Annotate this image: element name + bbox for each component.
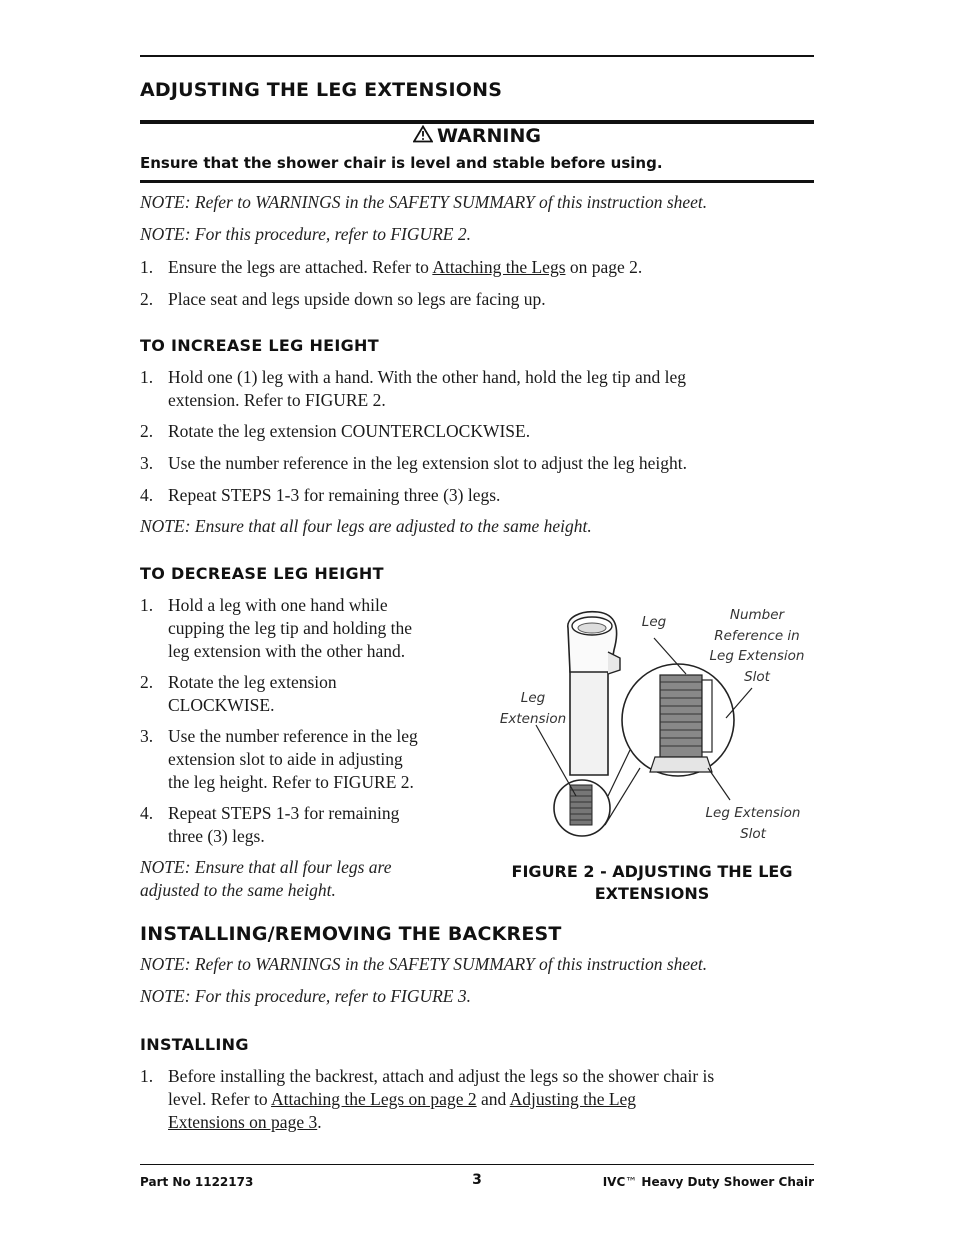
link-attaching-the-legs[interactable]: Attaching the Legs [432, 257, 566, 277]
step-ensure-legs-attached [168, 256, 642, 279]
label-line: Leg [520, 690, 546, 706]
installing-step-1 [168, 1065, 714, 1134]
step-line: Hold a leg with one hand while [168, 595, 388, 615]
subsection-title-installing: INSTALLING [140, 1035, 249, 1054]
decrease-step-1 [168, 594, 412, 663]
step-number: 4. [140, 485, 154, 505]
figure-label-leg-extension-slot [700, 803, 806, 844]
step-line: Repeat STEPS 1-3 for remaining [168, 803, 400, 823]
step-text: and [476, 1089, 510, 1109]
figure-label-number-reference [700, 605, 814, 687]
step-line: Before installing the backrest, attach and adjust the legs so the shower chair is [168, 1066, 715, 1086]
step-line: Hold one (1) leg with a hand. With the other hand, hold the leg tip and leg [168, 367, 687, 387]
decrease-step-4 [168, 802, 399, 848]
warning-title: WARNING [437, 125, 541, 147]
footer-trademark: ™ [625, 1175, 638, 1189]
step-text: on page 2. [565, 257, 643, 277]
note-backrest-safety-summary: NOTE: Refer to WARNINGS in the SAFETY SUMMARY of this instruction sheet. [140, 954, 708, 974]
step-line [168, 1111, 714, 1134]
increase-step-3: Use the number reference in the leg extension slot to adjust the leg height. [168, 453, 688, 473]
warning-top-rule [140, 120, 814, 124]
increase-step-1 [168, 366, 686, 412]
step-number: 1. [140, 367, 154, 387]
figure-label-leg-extension [496, 688, 570, 729]
warning-bottom-rule [140, 180, 814, 183]
step-number: 4. [140, 803, 154, 823]
caption-line: EXTENSIONS [594, 884, 710, 903]
step-line: CLOCKWISE. [168, 695, 275, 715]
step-text: level. Refer to [168, 1089, 272, 1109]
increase-step-4: Repeat STEPS 1-3 for remaining three (3) legs. [168, 485, 501, 505]
step-line: extension slot to aide in adjusting [168, 749, 403, 769]
label-line: Number [729, 607, 785, 623]
label-line: Reference in [714, 627, 800, 644]
label-line: Leg Extension [705, 805, 801, 821]
footer-part-number: Part No 1122173 [140, 1175, 254, 1189]
footer-product: Heavy Duty Shower Chair [637, 1175, 814, 1189]
label-line: Slot [740, 825, 766, 842]
footer-product-name [603, 1175, 814, 1189]
step-number: 2. [140, 289, 154, 309]
label-line: Leg Extension [709, 648, 805, 664]
label-line: Slot [744, 668, 770, 685]
step-line: three (3) legs. [168, 826, 265, 846]
step-line [168, 1088, 714, 1111]
link-adjusting-the-leg-extensions[interactable]: Adjusting the Leg [509, 1089, 637, 1109]
step-number: 3. [140, 453, 154, 473]
step-number: 1. [140, 595, 154, 615]
note-decrease-same-height [140, 856, 391, 902]
figure-label-leg: Leg [641, 614, 667, 630]
step-line: Use the number reference in the leg [168, 726, 418, 746]
step-line: the leg height. Refer to FIGURE 2. [168, 772, 414, 792]
decrease-step-3 [168, 725, 418, 794]
note-increase-same-height: NOTE: Ensure that all four legs are adjusted to the same height. [140, 516, 592, 536]
step-line: extension. Refer to FIGURE 2. [168, 390, 386, 410]
step-number: 1. [140, 1066, 154, 1086]
step-line: Rotate the leg extension [168, 672, 337, 692]
label-line: Extension [499, 710, 567, 727]
warning-text: Ensure that the shower chair is level and stable before using. [140, 154, 663, 172]
step-line: cupping the leg tip and holding the [168, 618, 412, 638]
subsection-title-decrease: TO DECREASE LEG HEIGHT [140, 564, 384, 583]
step-place-seat-upside-down: Place seat and legs upside down so legs are facing up. [168, 289, 546, 309]
section-title-backrest: INSTALLING/REMOVING THE BACKREST [140, 923, 562, 945]
subsection-title-increase: TO INCREASE LEG HEIGHT [140, 336, 379, 355]
note-refer-figure-2: NOTE: For this procedure, refer to FIGURE 2. [140, 224, 471, 244]
caption-line: FIGURE 2 - ADJUSTING THE LEG [511, 862, 793, 881]
step-number: 1. [140, 257, 154, 277]
footer-page-number: 3 [472, 1172, 482, 1188]
note-line: adjusted to the same height. [140, 880, 336, 900]
step-number: 2. [140, 421, 154, 441]
figure-2-caption [492, 861, 812, 905]
note-line: NOTE: Ensure that all four legs are [140, 857, 392, 877]
footer-brand: IVC [602, 1175, 626, 1189]
step-number: 2. [140, 672, 154, 692]
step-number: 3. [140, 726, 154, 746]
step-line: leg extension with the other hand. [168, 641, 406, 661]
link-attaching-the-legs-page-2[interactable]: Attaching the Legs on page 2 [271, 1089, 477, 1109]
warning-triangle-icon [413, 125, 433, 143]
section-title-leg-extensions: ADJUSTING THE LEG EXTENSIONS [140, 79, 503, 101]
warning-heading [140, 125, 814, 147]
note-refer-figure-3: NOTE: For this procedure, refer to FIGURE 3. [140, 986, 471, 1006]
top-rule [140, 55, 814, 57]
step-text: . [317, 1112, 322, 1132]
link-adjusting-the-leg-extensions-cont[interactable]: Extensions on page 3 [168, 1112, 318, 1132]
increase-step-2: Rotate the leg extension COUNTERCLOCKWISE. [168, 421, 531, 441]
step-text: Ensure the legs are attached. Refer to [168, 257, 433, 277]
decrease-step-2 [168, 671, 337, 717]
footer-rule [140, 1164, 814, 1165]
note-safety-summary: NOTE: Refer to WARNINGS in the SAFETY SUMMARY of this instruction sheet. [140, 192, 708, 212]
